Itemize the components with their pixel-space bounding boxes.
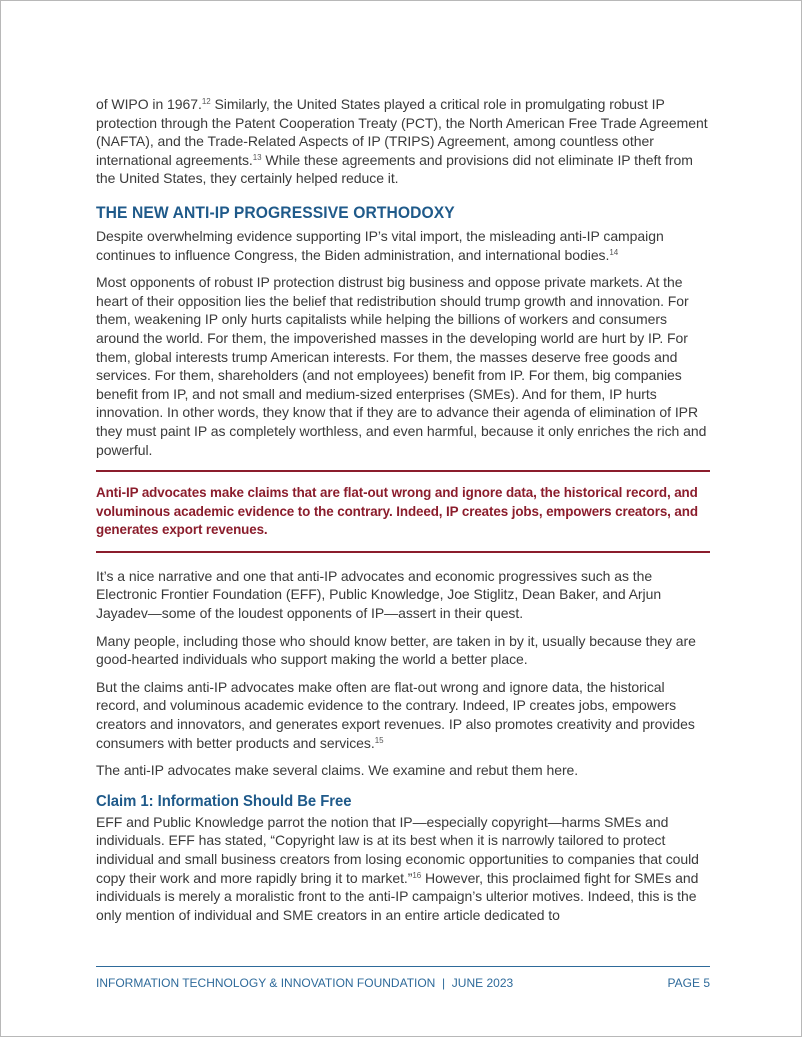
paragraph-narrative: It’s a nice narrative and one that anti-IP advocates and economic progressives such as the Electronic Frontier Foundation (EFF), Public Knowledge, Joe Stiglitz, Dean Baker, and Arjun Jayadev—some of the loudest opponents of IP—assert in their quest. xyxy=(96,567,662,622)
footnote-ref-13[interactable]: 13 xyxy=(252,152,262,162)
section-heading: THE NEW ANTI-IP PROGRESSIVE ORTHODOXY xyxy=(96,202,455,222)
paragraph-opponents: Most opponents of robust IP protection distrust big business and oppose private markets. At the heart of their opposition lies the belief that redistribution should trump growth and innovation. For them, weakening IP only hurts capitalists while helping the billions of workers and consumers around the world. For them, the impoverished masses in the developing world are hurt by IP. For them, global interests trump American interests. For them, the masses deserve free goods and services. For them, shareholders (and not employees) benefit from IP. For them, big companies benefit from IP, and not small and medium-sized enterprises (SMEs). And for them, IP hurts innovation. In other words, they know that if they are to advance their agenda of elimination of IPR they must paint IP as completely worthless, and even harmful, because it only enriches the rich and powerful. xyxy=(96,274,707,458)
footer-publisher: INFORMATION TECHNOLOGY & INNOVATION FOUNDATION | JUNE 2023 xyxy=(96,976,514,990)
paragraph-text: But the claims anti-IP advocates make often are flat-out wrong and ignore data, the historical record, and voluminous academic evidence to the contrary. Indeed, IP creates jobs, empowers creators and innovators, and generates export revenues. IP also promotes creativity and provides consumers with better products and services. xyxy=(96,678,695,751)
footnote-ref-16[interactable]: 16 xyxy=(412,870,422,880)
paragraph-text: Despite overwhelming evidence supporting IP’s vital import, the misleading anti-IP campaign continues to influence Congress, the Biden administration, and international bodies. xyxy=(96,227,664,263)
paragraph-text: However, this proclaimed fight for SMEs and individuals is merely a moralistic front to the anti-IP campaign’s ulterior motives. Indeed, this is the only mention of individual and SME creators in an entire article dedicated to xyxy=(96,869,699,923)
paragraph-text: EFF and Public Knowledge parrot the notion that IP—especially copyright—harms SMEs and individuals. EFF has stated, “Copyright law is at its best when it is narrowly tailored to protect individual and small business creators from losing economic opportunities to companies that could copy their work and more rapidly bring it to market.” xyxy=(96,813,699,886)
paragraph-claims xyxy=(96,678,710,752)
paragraph-intro xyxy=(96,227,710,264)
paragraph-text: of WIPO in 1967. xyxy=(96,96,202,112)
page-number: PAGE 5 xyxy=(667,976,710,990)
footnote-ref-15[interactable]: 15 xyxy=(374,735,384,745)
paragraph-wipo xyxy=(96,95,710,188)
paragraph-text: Similarly, the United States played a critical role in promulgating robust IP protection through the Patent Cooperation Treaty (PCT), the North American Free Trade Agreement (NAFTA), and the Trade-Related Aspects of IP (TRIPS) Agreement, among countless other international agreements. xyxy=(96,96,708,168)
subsection-heading: Claim 1: Information Should Be Free xyxy=(96,792,352,810)
paragraph-text: While these agreements and provisions did not eliminate IP theft from the United States, they certainly helped reduce it. xyxy=(96,151,693,187)
paragraph-claim-1 xyxy=(96,813,710,925)
footnote-ref-12[interactable]: 12 xyxy=(201,97,211,106)
page-content xyxy=(96,95,710,933)
paragraph-good-hearted: Many people, including those who should know better, are taken in by it, usually because they are good-hearted individuals who support making the world a better place. xyxy=(96,632,696,668)
page-footer xyxy=(96,976,710,990)
footnote-ref-14[interactable]: 14 xyxy=(609,247,619,257)
footer-divider xyxy=(96,966,710,967)
paragraph-rebut: The anti-IP advocates make several claims. We examine and rebut them here. xyxy=(96,762,579,779)
pull-quote-callout xyxy=(96,470,710,553)
pull-quote-text: Anti-IP advocates make claims that are flat-out wrong and ignore data, the historical record, and voluminous academic evidence to the contrary. Indeed, IP creates jobs, empowers creators, and generates export revenues. xyxy=(96,485,698,538)
